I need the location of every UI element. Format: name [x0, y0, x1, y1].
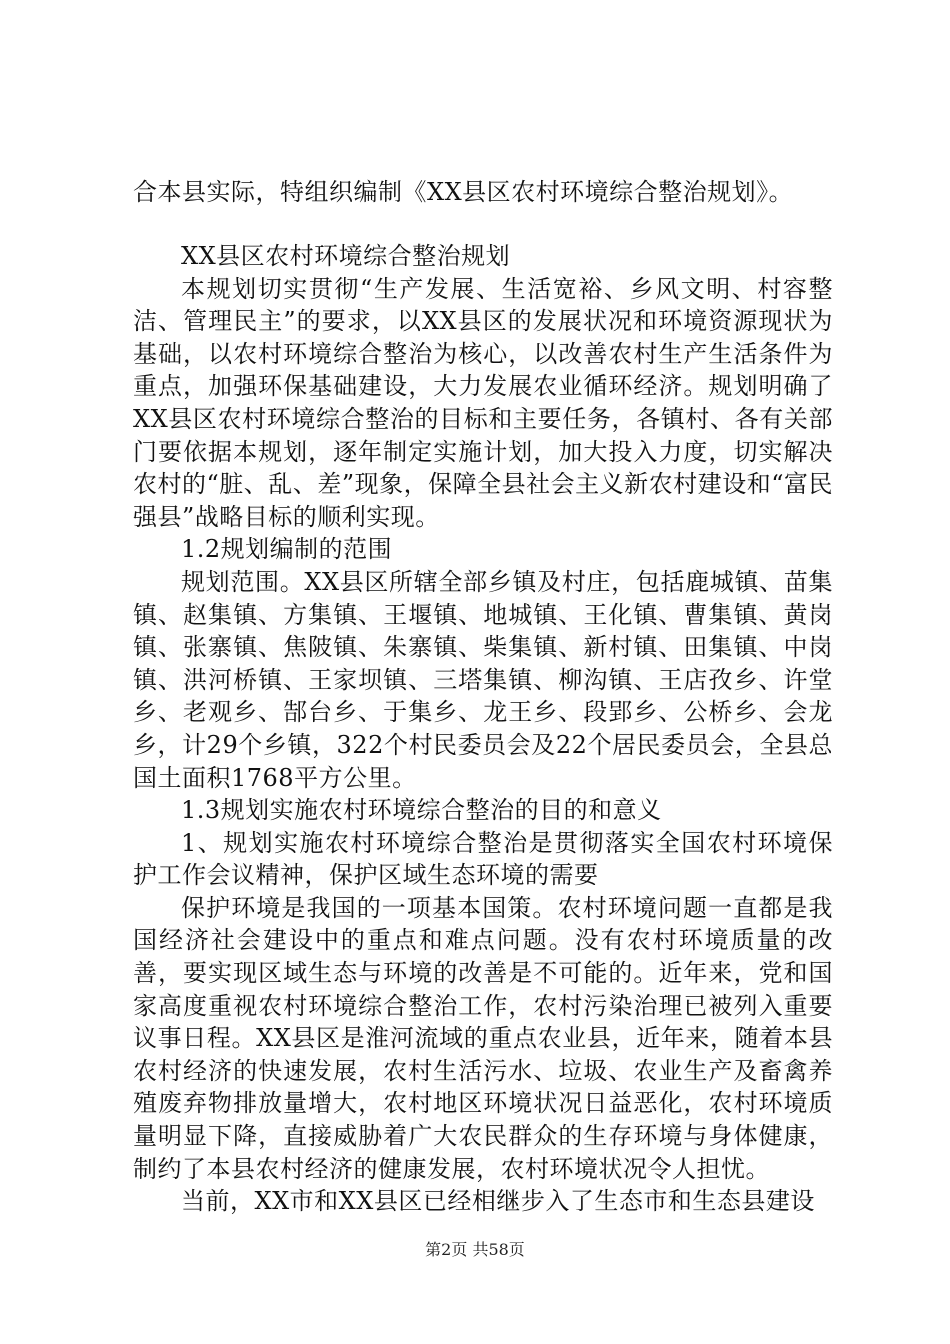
- purpose-item-1-paragraph: 1、规划实施农村环境综合整治是贯彻落实全国农村环境保护工作会议精神，保护区域生态环境的需要: [133, 828, 833, 890]
- environment-policy-paragraph: 保护环境是我国的一项基本国策。农村环境问题一直都是我国经济社会建设中的重点和难点问题。没有农村环境质量的改善，要实现区域生态与环境的改善是不可能的。近年来，党和国家高度重视农村环境综合整治工作，农村污染治理已被列入重要议事日程。XX县区是淮河流域的重点农业县，近年来，随着本县农村经济的快速发展，农村生活污水、垃圾、农业生产及畜禽养殖废弃物排放量增大，农村地区环境状况日益恶化，农村环境质量明显下降，直接威胁着广大农民群众的生存环境与身体健康，制约了本县农村经济的健康发展，农村环境状况令人担忧。: [133, 893, 833, 1183]
- scope-paragraph: 规划范围。XX县区所辖全部乡镇及村庄，包括鹿城镇、苗集镇、赵集镇、方集镇、王堰镇、地城镇、王化镇、曹集镇、黄岗镇、张寨镇、焦陂镇、朱寨镇、柴集镇、新村镇、田集镇、中岗镇、洪河桥镇、王家坝镇、三塔集镇、柳沟镇、王店孜乡、许堂乡、老观乡、郜台乡、于集乡、龙王乡、段郢乡、公桥乡、会龙乡，计29个乡镇，322个村民委员会及22个居民委员会，全县总国土面积1768平方公里。: [133, 567, 833, 792]
- current-status-paragraph: 当前，XX市和XX县区已经相继步入了生态市和生态县建设: [181, 1187, 815, 1216]
- section-heading-1-2: 1.2规划编制的范围: [181, 535, 393, 564]
- plan-summary-paragraph: 本规划切实贯彻“生产发展、生活宽裕、乡风文明、村容整洁、管理民主”的要求，以XX县区的发展状况和环境资源现状为基础，以农村环境综合整治为核心，以改善农村生产生活条件为重点，加强环保基础建设，大力发展农业循环经济。规划明确了XX县区农村环境综合整治的目标和主要任务，各镇村、各有关部门要依据本规划，逐年制定实施计划，加大投入力度，切实解决农村的“脏、乱、差”现象，保障全县社会主义新农村建设和“富民强县”战略目标的顺利实现。: [133, 274, 833, 531]
- continued-paragraph-block: [133, 176, 833, 209]
- continued-paragraph: 合本县实际，特组织编制《XX县区农村环境综合整治规划》。: [133, 178, 794, 206]
- page-footer: 第2页 共58页: [425, 1240, 525, 1259]
- main-text-block: [133, 240, 833, 1218]
- section-heading-1-3: 1.3规划实施农村环境综合整治的目的和意义: [181, 796, 662, 825]
- plan-title-paragraph: XX县区农村环境综合整治规划: [181, 242, 511, 270]
